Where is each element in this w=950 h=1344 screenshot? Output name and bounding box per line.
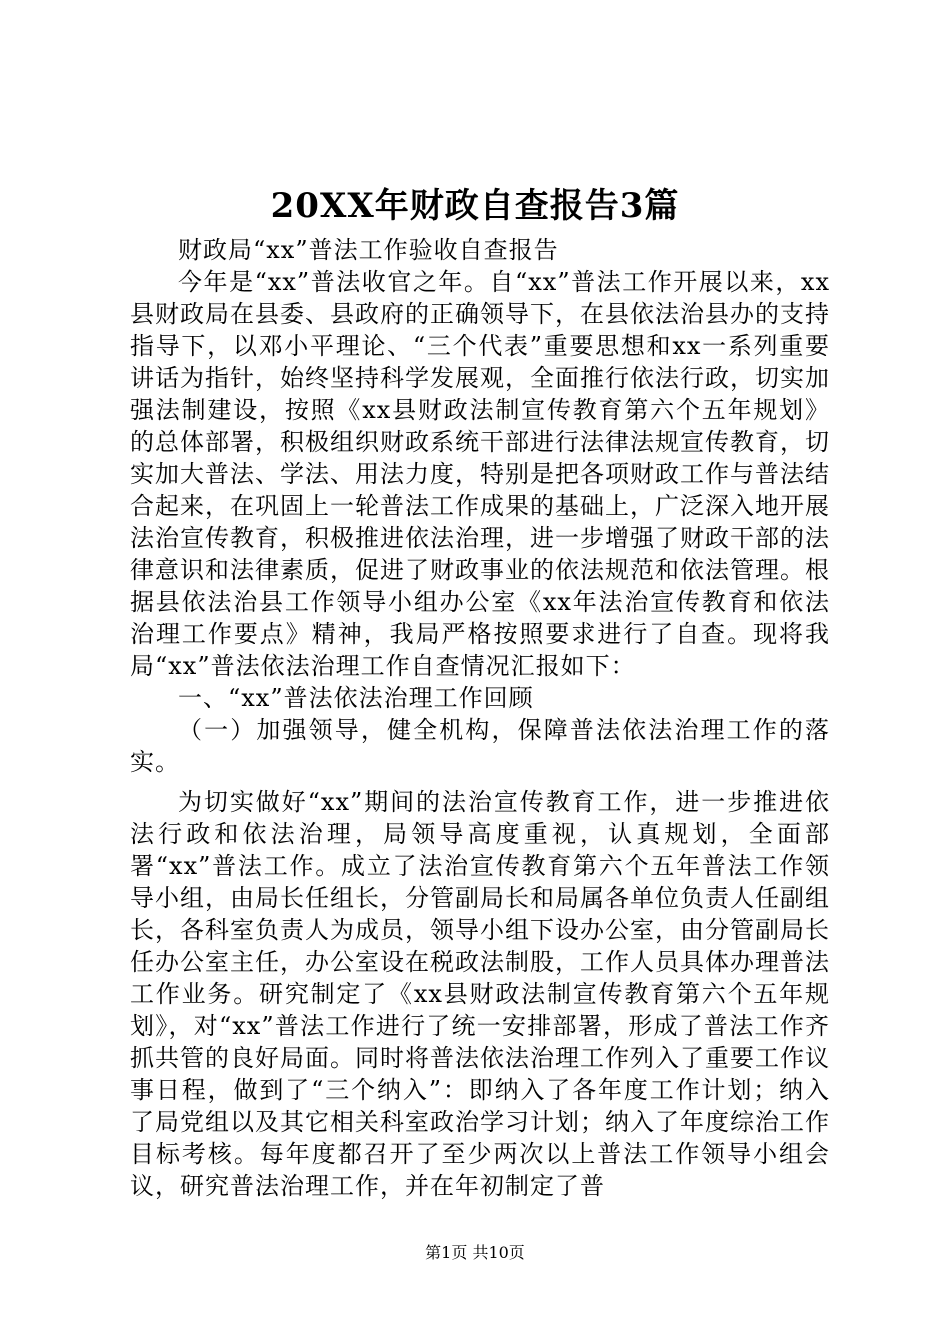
report-subtitle: 财政局“xx”普法工作验收自查报告 — [178, 236, 559, 264]
page-footer: 第1页 共10页 — [425, 1243, 525, 1262]
document-body — [130, 234, 830, 1202]
section-heading: 一、“xx”普法依法治理工作回顾 — [178, 684, 534, 712]
subsection-heading: （一）加强领导，健全机构，保障普法依法治理工作的落实。 — [130, 716, 830, 776]
document-title: 20XX年财政自查报告3篇 — [270, 186, 680, 226]
intro-paragraph: 今年是“xx”普法收官之年。自“xx”普法工作开展以来，xx县财政局在县委、县政府的正确领导下，在县依法治县办的支持指导下，以邓小平理论、“三个代表”重要思想和xx一系列重要讲话为指针，始终坚持科学发展观，全面推行依法行政，切实加强法制建设，按照《xx县财政法制宣传教育第六个五年规划》的总体部署，积极组织财政系统干部进行法律法规宣传教育，切实加大普法、学法、用法力度，特别是把各项财政工作与普法结合起来，在巩固上一轮普法工作成果的基础上，广泛深入地开展法治宣传教育，积极推进依法治理，进一步增强了财政干部的法律意识和法律素质，促进了财政事业的依法规范和依法管理。根据县依法治县工作领导小组办公室《xx年法治宣传教育和依法治理工作要点》精神，我局严格按照要求进行了自查。现将我局“xx”普法依法治理工作自查情况汇报如下： — [130, 268, 830, 680]
body-paragraph: 为切实做好“xx”期间的法治宣传教育工作，进一步推进依法行政和依法治理，局领导高度重视，认真规划，全面部署“xx”普法工作。成立了法治宣传教育第六个五年普法工作领导小组，由局长任组长，分管副局长和局属各单位负责人任副组长，各科室负责人为成员，领导小组下设办公室，由分管副局长任办公室主任，办公室设在税政法制股，工作人员具体办理普法工作业务。研究制定了《xx县财政法制宣传教育第六个五年规划》，对“xx”普法工作进行了统一安排部署，形成了普法工作齐抓共管的良好局面。同时将普法依法治理工作列入了重要工作议事日程，做到了“三个纳入”：即纳入了各年度工作计划；纳入了局党组以及其它相关科室政治学习计划；纳入了年度综治工作目标考核。每年度都召开了至少两次以上普法工作领导小组会议，研究普法治理工作，并在年初制定了普 — [130, 788, 830, 1200]
